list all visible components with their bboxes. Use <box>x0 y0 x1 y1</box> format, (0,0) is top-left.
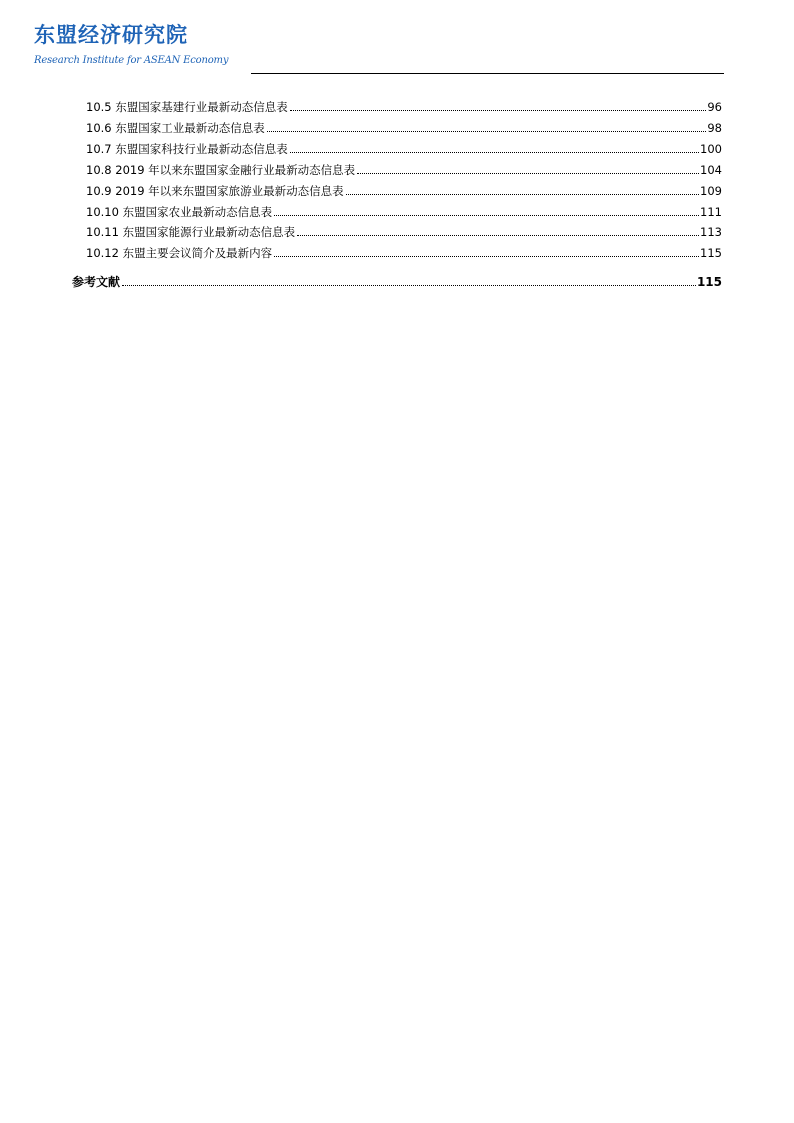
toc-entry-page: 100 <box>700 142 722 156</box>
toc-entry-page: 96 <box>707 100 722 114</box>
toc-dot-leader <box>274 215 699 216</box>
toc-entry-page: 111 <box>700 205 722 219</box>
toc-entry-page: 109 <box>700 184 722 198</box>
toc-entry[interactable] <box>86 203 722 219</box>
toc-dot-leader <box>297 235 699 236</box>
toc-dot-leader <box>274 256 699 257</box>
toc-entry-page: 104 <box>700 163 722 177</box>
toc-dot-leader <box>290 110 707 111</box>
header-logo <box>34 22 254 68</box>
toc-entry-label: 10.5 东盟国家基建行业最新动态信息表 <box>86 100 288 114</box>
toc-entry-page: 115 <box>696 275 722 289</box>
logo-title-en: Research Institute for ASEAN Economy <box>34 55 229 66</box>
toc-entry-label: 10.11 东盟国家能源行业最新动态信息表 <box>86 225 296 239</box>
toc-entry[interactable] <box>86 98 722 114</box>
toc-entry-label: 10.9 2019 年以来东盟国家旅游业最新动态信息表 <box>86 184 344 198</box>
header-divider <box>251 73 724 74</box>
logo-title-cn: 东盟经济研究院 <box>34 23 188 47</box>
toc-entry[interactable] <box>86 140 722 156</box>
toc-entry[interactable] <box>86 223 722 239</box>
toc-entry-label: 10.6 东盟国家工业最新动态信息表 <box>86 121 265 135</box>
toc-dot-leader <box>346 194 699 195</box>
toc-entry[interactable] <box>86 161 722 177</box>
toc-entry[interactable] <box>86 119 722 135</box>
toc-entry-label: 10.10 东盟国家农业最新动态信息表 <box>86 205 273 219</box>
toc-entry[interactable] <box>86 182 722 198</box>
toc-dot-leader <box>290 152 699 153</box>
toc-entry-label: 10.7 东盟国家科技行业最新动态信息表 <box>86 142 288 156</box>
toc-entry-page: 113 <box>700 225 722 239</box>
toc-dot-leader <box>357 173 699 174</box>
toc-dot-leader <box>122 285 696 286</box>
toc-entry-page: 115 <box>700 246 722 260</box>
toc-entry-label: 10.8 2019 年以来东盟国家金融行业最新动态信息表 <box>86 163 356 177</box>
toc-entry[interactable] <box>86 244 722 260</box>
toc-entry-label: 参考文献 <box>72 275 121 289</box>
toc-entry-page: 98 <box>707 121 722 135</box>
toc-dot-leader <box>267 131 707 132</box>
toc-entry-references[interactable] <box>72 273 722 289</box>
toc-entry-label: 10.12 东盟主要会议简介及最新内容 <box>86 246 273 260</box>
